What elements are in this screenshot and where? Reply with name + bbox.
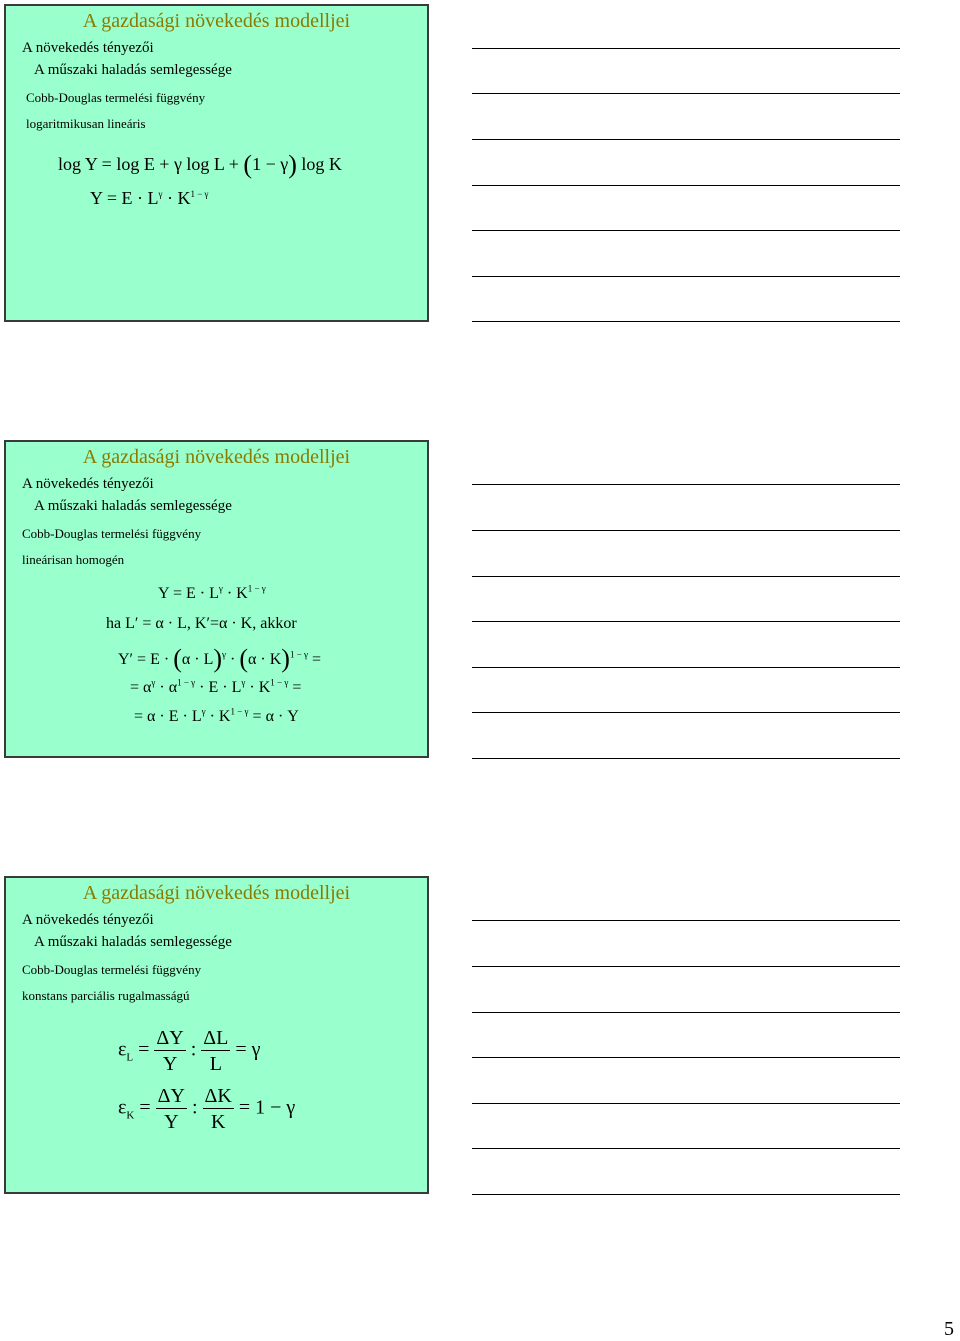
notes-line bbox=[472, 230, 900, 231]
slide-1 bbox=[4, 4, 429, 322]
condition-suffix: akkor bbox=[260, 615, 297, 632]
equation-elasticity-capital: $\varepsilon_K$ = $\frac{\Delta Y}{Y}$ : $\frac{\Delta K}{K}$ = 1 − γ bbox=[118, 1085, 296, 1133]
equation-scaling-condition: ha L′ = α · L, K′=α · K, akkor bbox=[106, 615, 297, 632]
heading-level-4: konstans parciális rugalmasságú bbox=[22, 988, 190, 1003]
equation-elasticity-labor: $\varepsilon_L$ = $\frac{\Delta Y}{Y}$ : $\frac{\Delta L}{L}$ = γ bbox=[118, 1027, 261, 1075]
slide-title: A gazdasági növekedés modelljei bbox=[82, 882, 351, 904]
heading-level-3: Cobb-Douglas termelési függvény bbox=[26, 90, 206, 105]
equation-log-linear: log Y = log E + γ log L + (1 − γ) log K bbox=[58, 150, 342, 179]
notes-line bbox=[472, 920, 900, 921]
slide-title: A gazdasági növekedés modelljei bbox=[82, 10, 351, 32]
heading-level-3: Cobb-Douglas termelési függvény bbox=[22, 526, 202, 541]
equation-expanded: = $\alpha^\gamma \cdot \alpha^{1 - \gamma} \cdot E \cdot L^\gamma \cdot K^{1 - \gamma}$ = bbox=[130, 677, 302, 696]
notes-line bbox=[472, 185, 900, 186]
notes-line bbox=[472, 484, 900, 485]
equation-cobb-douglas: $Y = E \cdot L^\gamma \cdot K^{1 - \gamma}$ bbox=[158, 583, 266, 602]
heading-level-2: A műszaki haladás semlegessége bbox=[34, 62, 232, 78]
equation-cobb-douglas: $Y = E \cdot L^\gamma \cdot K^{1 - \gamma}$ bbox=[90, 188, 209, 208]
notes-line bbox=[472, 576, 900, 577]
equation-scaled-output: $Y' = E \cdot (\alpha \cdot L)^\gamma \cdot (\alpha \cdot K)^{1 - \gamma}$ = bbox=[118, 644, 322, 673]
notes-line bbox=[472, 1148, 900, 1149]
notes-line bbox=[472, 667, 900, 668]
heading-level-4: lineárisan homogén bbox=[22, 552, 125, 567]
notes-line bbox=[472, 1103, 900, 1104]
notes-line bbox=[472, 321, 900, 322]
heading-level-2: A műszaki haladás semlegessége bbox=[34, 498, 232, 514]
notes-line bbox=[472, 48, 900, 49]
slide-2 bbox=[4, 440, 429, 758]
heading-level-1: A növekedés tényezői bbox=[22, 476, 154, 492]
equation-result: = $\alpha \cdot E \cdot L^\gamma \cdot K^{1 - \gamma} = \alpha \cdot Y$ bbox=[134, 706, 299, 725]
notes-line bbox=[472, 1012, 900, 1013]
notes-line bbox=[472, 93, 900, 94]
slide-3 bbox=[4, 876, 429, 1194]
heading-level-2: A műszaki haladás semlegessége bbox=[34, 934, 232, 950]
notes-line bbox=[472, 966, 900, 967]
notes-line bbox=[472, 758, 900, 759]
notes-line bbox=[472, 712, 900, 713]
page-number: 5 bbox=[944, 1318, 954, 1340]
notes-line bbox=[472, 139, 900, 140]
heading-level-1: A növekedés tényezői bbox=[22, 912, 154, 928]
heading-level-4: logaritmikusan lineáris bbox=[26, 116, 146, 131]
notes-line bbox=[472, 621, 900, 622]
heading-level-3: Cobb-Douglas termelési függvény bbox=[22, 962, 202, 977]
slide-title: A gazdasági növekedés modelljei bbox=[82, 446, 351, 468]
notes-line bbox=[472, 276, 900, 277]
notes-line bbox=[472, 1194, 900, 1195]
condition-prefix: ha bbox=[106, 615, 122, 632]
heading-level-1: A növekedés tényezői bbox=[22, 40, 154, 56]
notes-line bbox=[472, 1057, 900, 1058]
notes-line bbox=[472, 530, 900, 531]
